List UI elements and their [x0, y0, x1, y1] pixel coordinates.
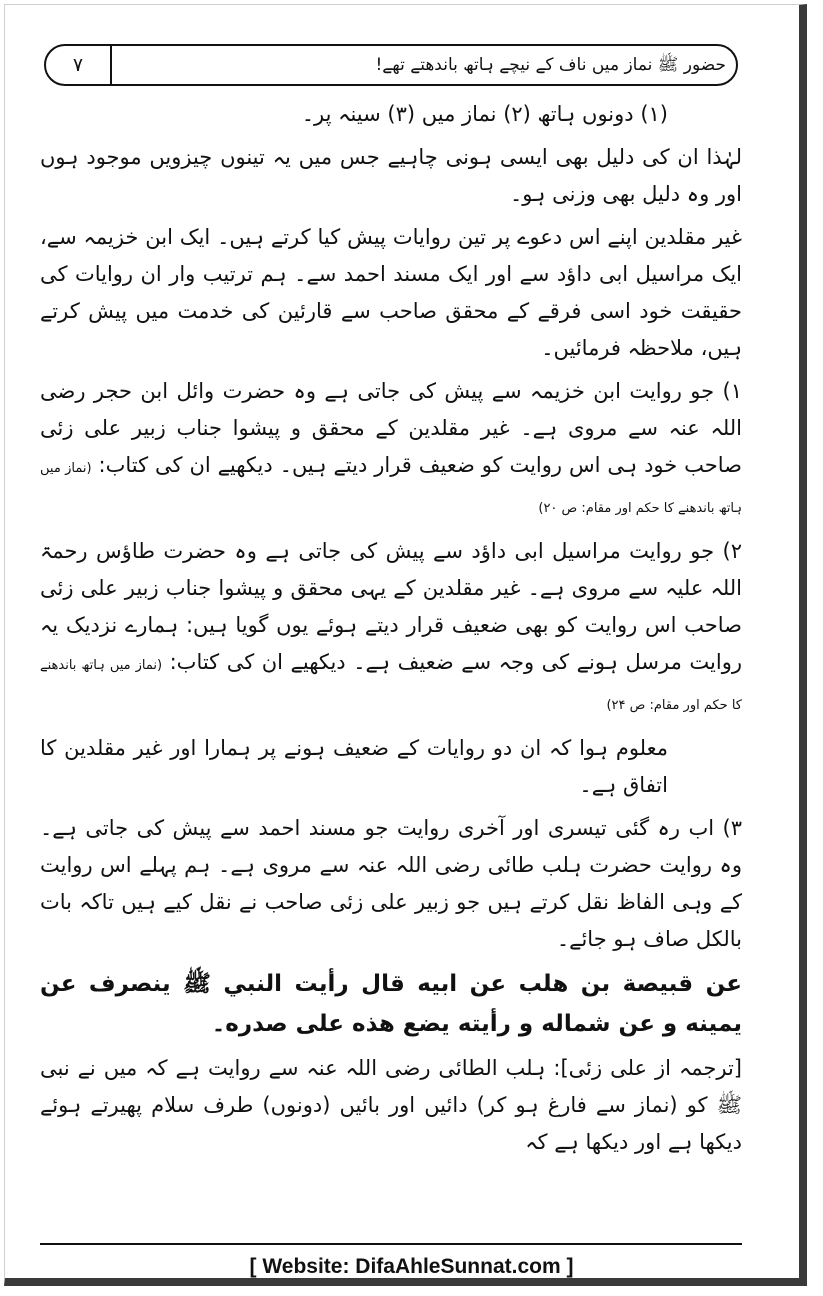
reference-page-24: (نماز میں ہاتھ باندھنے کا حکم اور مقام: ص ۲۴) — [40, 658, 742, 713]
website-footer: [ Website: DifaAhleSunnat.com ] — [249, 1255, 574, 1278]
chapter-title: حضور ﷺ نماز میں ناف کے نیچے ہاتھ باندھتے تھے! — [375, 55, 726, 75]
paragraph-evidence: لہٰذا ان کی دلیل بھی ایسی ہونی چاہیے جس میں یہ تینوں چیزویں موجود ہوں اور وہ دلیل بھی وزنی ہو۔ — [40, 145, 742, 206]
paragraph-musnad-ahmad: ۳) اب رہ گئی تیسری اور آخری روایت جو مسند احمد سے پیش کی جاتی ہے۔ وہ روایت حضرت ہلب طائی رضی اللہ عنہ سے مروی ہے۔ ہم پہلے اس روایت کے وہی الفاظ نقل کرتے ہیں جو زبیر علی زئی صاحب نے نقل کیے ہیں تاکہ بات بالکل صاف ہو جائے۔ — [40, 816, 742, 951]
paragraph-translation: [ترجمہ از علی زئی]: ہلب الطائی رضی اللہ عنہ سے روایت ہے کہ میں نے نبی ﷺ کو (نماز سے فارغ ہو کر) دائیں اور بائیں (دونوں) طرف سلام پھیرتے ہوئے دیکھا ہے اور دیکھا ہے کہ — [40, 1056, 742, 1154]
reference-page-20: (نماز میں ہاتھ باندھنے کا حکم اور مقام: ص ۲۰) — [40, 461, 742, 516]
footer-divider — [40, 1243, 742, 1245]
ibn-khuzaymah-text: ۱) جو روایت ابن خزیمہ سے پیش کی جاتی ہے وہ حضرت وائل ابن حجر رضی اللہ عنہ سے مروی ہے۔ غیر مقلدین کے محقق و پیشوا جناب زبیر علی زئی صاحب خود ہی اس روایت کو ضعیف قرار دیتے ہیں۔ دیکھیے ان کی کتاب: — [40, 379, 743, 477]
paragraph-conditions: (۱) دونوں ہاتھ (۲) نماز میں (۳) سینہ پر۔ — [301, 102, 668, 126]
page-number: ۷ — [72, 54, 84, 76]
page-body — [40, 96, 742, 1167]
page-header — [44, 44, 738, 86]
paragraph-ibn-khuzaymah — [40, 373, 742, 527]
paragraph-abu-dawud — [40, 533, 742, 724]
paragraph-three-narrations: غیر مقلدین اپنے اس دعوے پر تین روایات پیش کیا کرتے ہیں۔ ایک ابن خزیمہ سے، ایک مراسیل ابی داؤد سے اور ایک مسند احمد سے۔ ہم ترتیب وار ان روایات کی حقیقت خود اسی فرقے کے محقق صاحب سے قارئین کی خدمت میں پیش کرتے ہیں، ملاحظہ فرمائیں۔ — [40, 225, 742, 360]
paragraph-agreement: معلوم ہوا کہ ان دو روایات کے ضعیف ہونے پر ہمارا اور غیر مقلدین کا اتفاق ہے۔ — [40, 736, 668, 797]
abu-dawud-text: ۲) جو روایت مراسیل ابی داؤد سے پیش کی جاتی ہے وہ حضرت طاؤس رحمۃ اللہ علیہ سے مروی ہے۔ غیر مقلدین کے یہی محقق و پیشوا جناب زبیر علی زئی صاحب اس روایت کو بھی ضعیف قرار دیتے ہوئے یوں گویا ہیں: ہمارے نزدیک یہ روایت مرسل ہونے کی وجہ سے ضعیف ہے۔ دیکھیے ان کی کتاب: — [40, 539, 742, 674]
header-divider — [110, 44, 112, 86]
arabic-hadith-text: عن قبيصة بن هلب عن ابيه قال رأيت النبي ﷺ ينصرف عن يمينه و عن شماله و رأيته يضع هذه على صدره۔ — [40, 971, 742, 1037]
